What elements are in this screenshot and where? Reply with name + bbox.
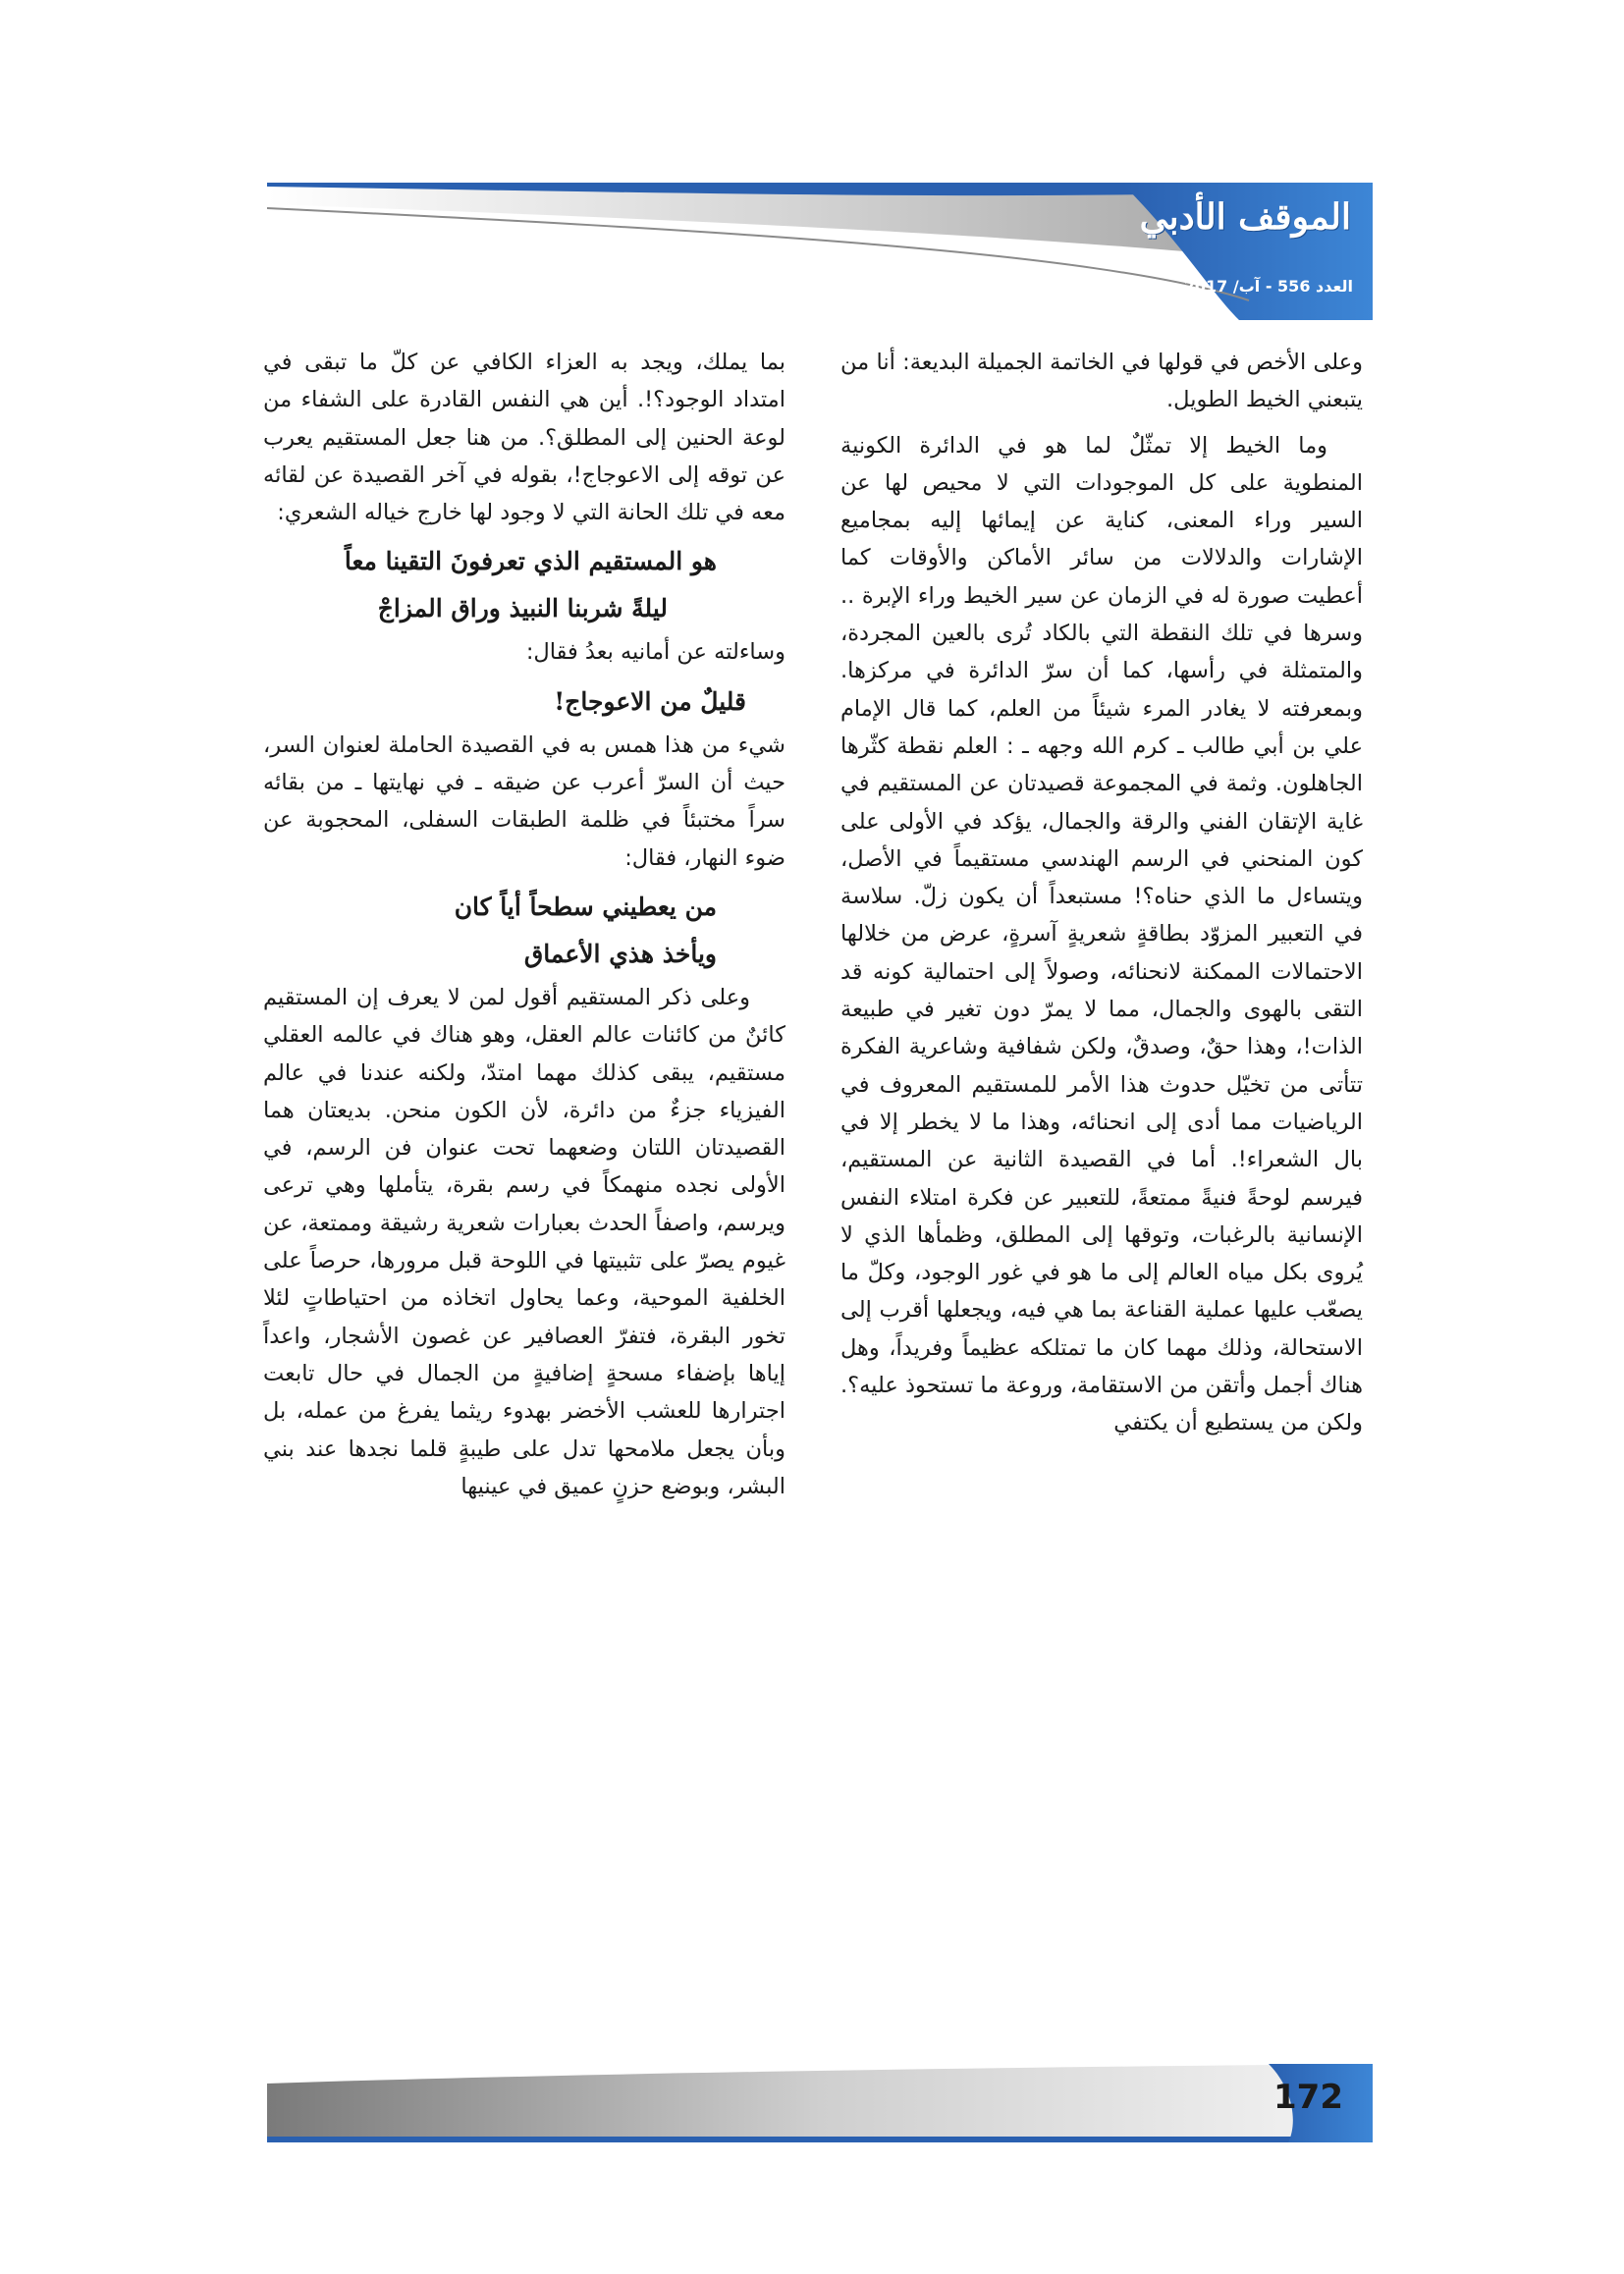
left-column [263,344,785,1513]
poem-line: قليلٌ من الاعوجاج! [554,686,746,716]
poem-line: هو المستقيم الذي تعرفونَ التقينا معاً [344,547,717,576]
header-banner [267,183,1373,320]
paragraph: وساءلته عن أمانيه بعدُ فقال: [525,639,785,666]
paragraph: وعلى ذكر المستقيم أقول لمن لا يعرف إن المستقيم كائنٌ من كائنات عالم العقل، وهو هناك في عالمه العقلي مستقيم، يبقى كذلك مهما امتدّ، ولكنه عندنا في عالم الفيزياء جزءٌ من دائرة، لأن الكون منحن. بديعتان هما القصيدتان اللتان وضعهما تحت عنوان فن الرسم، في الأولى نجده منهمكاً في رسم بقرة، يتأملها وهي ترعى ويرسم، واصفاً الحدث بعبارات شعرية رشيقة وممتعة، عن غيوم يصرّ على تثبيتها في اللوحة قبل مرورها، حرصاً على الخلفية الموحية، وعما يحاول اتخاذه من احتياطاتٍ لئلا تخور البقرة، فتفرّ العصافير عن غصون الأشجار، واعداً إياها بإضفاء مسحةٍ إضافيةٍ من الجمال في حال تابعت اجترارها للعشب الأخضر بهدوء ريثما يفرغ من عمله، بل وبأن يجعل ملامحها تدل على طيبةٍ قلما نجدها عند بني البشر، وبوضع حزنٍ عميق في عينيها [263,984,785,1499]
paragraph: وما الخيط إلا تمثّلٌ لما هو في الدائرة الكونية المنطوية على كل الموجودات التي لا محيص لها عن السير وراء المعنى، كناية عن إيمائها إليه بمجاميع الإشارات والدلالات من سائر الأماكن والأوقات كما أعطيت صورة له في الزمان عن سير الخيط وراء الإبرة .. وسرها في تلك النقطة التي بالكاد تُرى بالعين المجردة، والمتمثلة في رأسها، كما أن سرّ الدائرة في مركزها. وبمعرفته لا يغادر المرء شيئاً من العلم، كما قال الإمام علي بن أبي طالب ـ كرم الله وجهه ـ : العلم نقطة كثّرها الجاهلون. وثمة في المجموعة قصيدتان عن المستقيم في غاية الإتقان الفني والرقة والجمال، يؤكد في الأولى على كون المنحني في الرسم الهندسي مستقيماً في الأصل، ويتساءل ما الذي حناه؟! مستبعداً أن يكون زلّ. سلاسة في التعبير المزوّد بطاقةٍ شعريةٍ آسرةٍ، عرض من خلالها الاحتمالات الممكنة لانحنائه، وصولاً إلى احتمالية كونه قد التقى بالهوى والجمال، مما لا يمرّ دون تغير في طبيعة الذات!، وهذا حقٌ، وصدقٌ، ولكن شفافية وشاعرية الفكرة تتأتى من تخيّل حدوث هذا الأمر للمستقيم المعروف في الرياضيات مما أدى إلى انحنائه، وهذا ما لا يخطر إلا في بال الشعراء!. أما في القصيدة الثانية عن المستقيم، فيرسم لوحةً فنيةً ممتعةً، للتعبير عن فكرة امتلاء النفس الإنسانية بالرغبات، وتوقها إلى المطلق، وظمأها الذي لا يُروى بكل مياه العالم إلى ما هو في غور الوجود، وكلّ ما يصعّب عليها عملية القناعة بما هي فيه، ويجعلها أقرب إلى الاستحالة، وذلك مهما كان ما تمتلكه عظيماً وفريداً، وهل هناك أجمل وأتقن من الاستقامة، وروعة ما تستحوذ عليه؟. ولكن من يستطيع أن يكتفي [840,432,1363,1436]
magazine-logo: الموقف الأدبي [1139,196,1351,238]
poem-line: من يعطيني سطحاً أياً كان [454,892,717,921]
poem-line: ليلةً شربنا النبيذ وراق المزاجْ [377,594,668,623]
paragraph: وعلى الأخص في قولها في الخاتمة الجميلة البديعة: أنا من يتبعني الخيط الطويل. [840,350,1363,413]
footer-banner [267,2064,1373,2142]
paragraph: بما يملك، ويجد به العزاء الكافي عن كلّ ما تبقى في امتداد الوجود؟!. أين هي النفس القادرة على الشفاء من لوعة الحنين إلى المطلق؟. من هنا جعل المستقيم يعرب عن توقه إلى الاعوجاج!، بقوله في آخر القصيدة عن لقائه معه في تلك الحانة التي لا وجود لها خارج خياله الشعري: [263,350,785,526]
footer-swoosh [267,2064,1373,2142]
issue-info: العدد 556 - آب/ 2017 [1183,277,1353,296]
paragraph: شيء من هذا همس به في القصيدة الحاملة لعنوان السر، حيث أن السرّ أعرب عن ضيقه ـ في نهايتها ـ من بقائه سراً مختبئاً في ظلمة الطبقات السفلى، المحجوبة عن ضوء النهار، فقال: [263,731,785,871]
right-column [840,344,1363,1450]
poem-line: ويأخذ هذي الأعماق [523,939,717,968]
page-number: 172 [1273,2078,1343,2117]
